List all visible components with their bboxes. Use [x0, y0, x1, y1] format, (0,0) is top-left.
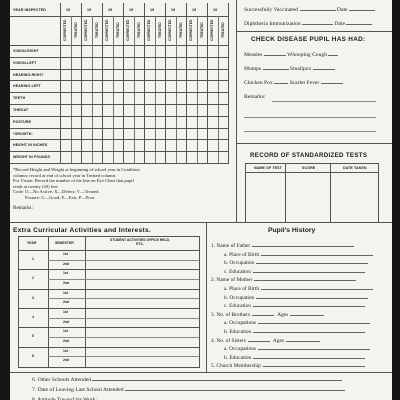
health-row-label: VISION-RIGHT [13, 49, 39, 53]
history-item-label: 5. Church Membership [211, 363, 261, 370]
row-divider [10, 92, 228, 93]
note-line: Code: O—No Active; X—Defect; V—Treated. [13, 189, 100, 195]
health-row-label: TEETH [13, 96, 26, 101]
history-item [211, 338, 320, 344]
ec-col-year: YEAR [27, 241, 37, 245]
corrected-column-label: CORRECTED [210, 19, 214, 42]
history-item-label: b. Occupation [224, 294, 255, 301]
health-remarks-label: Remarks: [13, 205, 33, 211]
year-column-label: 19 [192, 8, 197, 12]
ec-col-activities: STUDENT ACTIVITIES OFFICE HELD, ETC. [110, 238, 170, 246]
disease-row-2 [244, 66, 335, 72]
history-item-label: 3. No. of Brothers [211, 311, 251, 318]
treated-column-label: TREATED [178, 22, 183, 39]
year-column-label: 19 [129, 8, 134, 12]
ec-year-label: 1 [32, 257, 34, 261]
ages-label: Ages [272, 337, 284, 344]
history-subitem [224, 303, 365, 309]
note-line: For Vision: Record the number of the line on Eye Chart that pupil [13, 178, 134, 184]
ec-semester-label: 1st [63, 309, 68, 314]
history-item-label: a. Occupations [224, 320, 257, 327]
health-row-label: *GROWTH: [13, 131, 33, 136]
treated-column-label: TREATED [115, 22, 120, 39]
corrected-column-label: CORRECTED [126, 19, 130, 42]
ec-year-label: 5 [32, 334, 34, 339]
history-subitem [224, 320, 370, 326]
history-item-label: b. Occupation [224, 260, 255, 267]
history-item-label: b. Education [224, 354, 252, 361]
health-row-label: WEIGHT IN POUNDS [13, 155, 50, 160]
ec-semester-label: 2nd [63, 338, 70, 343]
diphtheria-label: Diphtheria Immunization [244, 21, 301, 27]
history-subitem [224, 355, 365, 361]
column-divider [134, 16, 135, 163]
treated-column-label: TREATED [94, 22, 99, 39]
row-divider [18, 347, 199, 348]
note-line: reads at twenty (20) feet. [13, 183, 59, 189]
health-row-label: POSTURE [13, 119, 32, 124]
row-divider [18, 289, 199, 290]
pupils-history-title: Pupil's History [268, 227, 316, 234]
year-column-label: 19 [213, 8, 218, 12]
row-divider [48, 279, 199, 280]
history-subitem [224, 329, 365, 335]
history-subitem [224, 260, 368, 266]
ec-semester-label: 1st [63, 252, 68, 256]
ec-semester-label: 2nd [63, 280, 70, 285]
row-divider [48, 356, 199, 357]
row-divider [18, 269, 199, 270]
column-divider [228, 3, 229, 163]
tests-col-score: SCORE [302, 166, 316, 170]
disease-row-3 [244, 80, 343, 86]
ec-col-semester: SEMESTER [55, 241, 74, 245]
history-subitem [224, 286, 373, 292]
year-column-label: 19 [108, 8, 113, 12]
row-divider [10, 69, 228, 70]
row-divider [48, 260, 199, 261]
row-divider [10, 128, 228, 129]
note-line: column; record at end of school year in Treated column. [13, 172, 117, 178]
ec-semester-label: 1st [63, 290, 68, 295]
history-item-label: a. Occupations [224, 346, 257, 353]
top-right-remarks-label: Remarks: [244, 94, 266, 100]
row-divider [48, 337, 199, 338]
extra-curricular-title: Extra Curricular Activities and Interests. [13, 227, 152, 234]
treated-column-label: TREATED [157, 22, 162, 39]
leaving-date-label: 7. Date of Leaving Last School Attended [32, 387, 124, 393]
history-item-label: c. Education [224, 268, 251, 275]
diphtheria-row [244, 21, 372, 27]
treated-column-label: TREATED [220, 22, 225, 39]
corrected-column-label: CORRECTED [84, 19, 88, 42]
leaving-date-row [32, 387, 345, 393]
school-record-sheet [10, 0, 392, 400]
attitude-label: 8. Attitude Toward his Work: [32, 397, 97, 400]
history-subitem [224, 252, 373, 258]
ec-year-label: 6 [32, 353, 34, 358]
history-item [211, 312, 324, 318]
year-column-label: 19 [66, 8, 71, 12]
disease-row-1 [244, 52, 338, 58]
row-divider [48, 318, 199, 319]
column-divider [197, 16, 198, 163]
row-divider [18, 327, 199, 328]
disease-label: Chicken Pox [244, 80, 273, 86]
health-row-label: VISION-LEFT [13, 60, 37, 65]
treated-column-label: TREATED [199, 22, 204, 39]
ec-year-label: 2 [32, 276, 34, 281]
row-divider [10, 104, 228, 105]
column-divider [92, 16, 93, 163]
tests-col-date: DATE TAKEN [343, 166, 367, 170]
disease-label: Mumps [244, 66, 262, 72]
health-row-label: HEARING-LEFT [13, 84, 41, 89]
health-notes [13, 167, 227, 201]
corrected-column-label: CORRECTED [147, 19, 151, 42]
history-item-label: 1. Name of Father [211, 243, 251, 249]
history-item [211, 363, 365, 369]
health-row-label: HEIGHT IN INCHES [13, 143, 48, 148]
ec-semester-label: 2nd [63, 300, 70, 305]
note-line: *Record Height and Weight at beginning of school year in Condition [13, 167, 140, 172]
row-divider [10, 139, 228, 140]
history-item-label: b. Education [224, 329, 252, 335]
column-divider [71, 16, 72, 163]
history-item-label: 4. No. of Sisters [211, 337, 246, 344]
extra-curricular-table [18, 236, 200, 368]
ec-semester-label: 2nd [63, 261, 70, 266]
treated-column-label: TREATED [136, 22, 141, 39]
health-row-label: HEARING-RIGHT [13, 72, 44, 77]
ages-label: Ages [277, 311, 289, 318]
ec-semester-label: 1st [63, 271, 68, 276]
ec-semester-label: 2nd [63, 358, 70, 363]
ec-semester-label: 1st [63, 348, 68, 353]
corrected-column-label: CORRECTED [105, 19, 109, 42]
history-subitem [224, 346, 370, 352]
corrected-column-label: CORRECTED [189, 19, 193, 42]
row-divider [10, 57, 228, 58]
vaccinated-row [244, 7, 375, 13]
disease-label: Scarlet Fever [289, 80, 320, 86]
year-inspected-label: YEAR INSPECTED [13, 8, 46, 12]
history-item-label: 2. Name of Mother [211, 277, 253, 284]
year-column-label: 19 [171, 8, 176, 12]
history-item [211, 277, 356, 283]
ec-year-label: 3 [32, 295, 34, 300]
row-divider [10, 80, 228, 81]
corrected-column-label: CORRECTED [63, 19, 67, 42]
column-divider [113, 16, 114, 163]
column-divider [155, 16, 156, 163]
tests-col-name: NAME OF TEST [254, 166, 282, 170]
row-divider [10, 116, 228, 117]
ec-semester-label: 1st [63, 329, 68, 334]
other-schools-label: 6. Other Schools Attended [32, 377, 92, 383]
column-divider [218, 16, 219, 163]
date-label: Date [334, 21, 346, 27]
date-label: Date [336, 7, 348, 13]
ec-semester-label: 2nd [63, 319, 70, 324]
disease-label: Smallpox [289, 66, 312, 72]
history-item [211, 243, 354, 249]
year-column-label: 19 [150, 8, 155, 12]
ec-year-label: 4 [32, 314, 34, 319]
disease-label: Measles [244, 52, 263, 58]
history-subitem [224, 295, 368, 301]
column-divider [176, 16, 177, 163]
vaccinated-label: Successfully Vaccinated [244, 7, 299, 13]
standardized-tests-heading: RECORD OF STANDARDIZED TESTS [250, 152, 368, 159]
row-divider [48, 298, 199, 299]
history-item-label: a. Place of Birth [224, 251, 260, 258]
history-item-label: a. Place of Birth [224, 286, 260, 292]
check-disease-heading: CHECK DISEASE PUPIL HAS HAD: [251, 36, 366, 43]
note-line: Posture: G—Good; F—Fair; P—Poor. [25, 194, 96, 200]
year-column-label: 19 [87, 8, 92, 12]
treated-column-label: TREATED [73, 22, 78, 39]
history-subitem [224, 269, 365, 275]
row-divider [10, 151, 228, 152]
health-row-label: THROAT [13, 108, 29, 112]
history-item-label: c. Education [224, 303, 251, 310]
disease-label: Whooping Cough [287, 52, 327, 58]
row-divider [18, 308, 199, 309]
other-schools-row [32, 377, 342, 383]
corrected-column-label: CORRECTED [168, 19, 172, 42]
